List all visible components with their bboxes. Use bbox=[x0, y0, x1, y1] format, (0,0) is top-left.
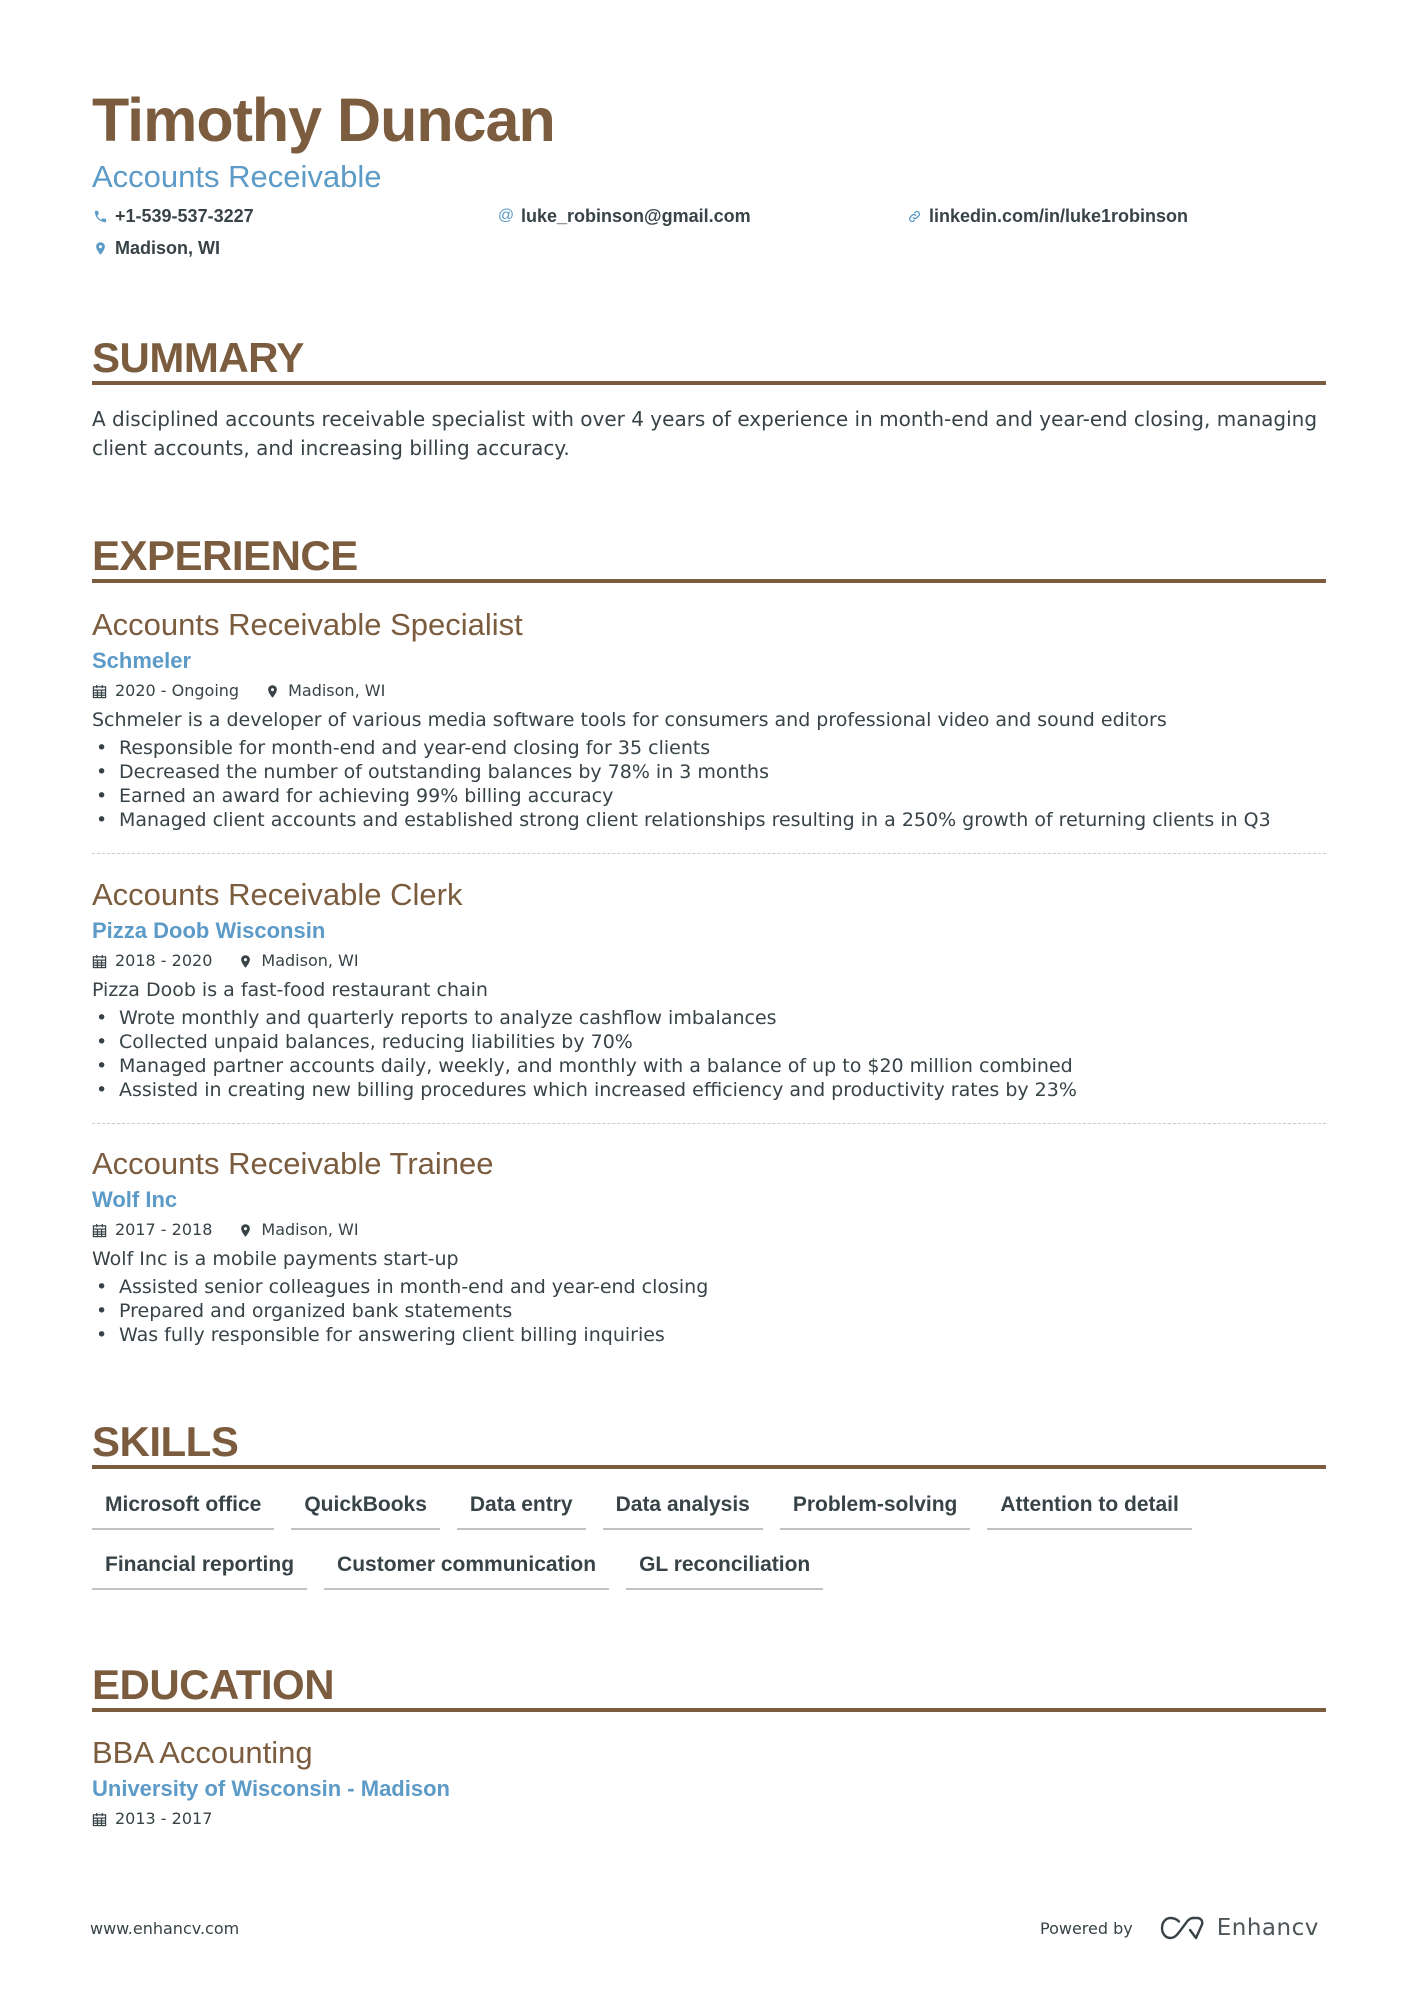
contact-location bbox=[92, 236, 220, 260]
bullet-item: • Prepared and organized bank statements bbox=[92, 1299, 1326, 1323]
location-text: Madison, WI bbox=[115, 238, 220, 258]
skills-heading: SKILLS bbox=[92, 1418, 239, 1465]
skills-list bbox=[92, 1484, 1326, 1604]
education-meta bbox=[92, 1806, 1326, 1832]
job-bullets bbox=[92, 1006, 1326, 1102]
footer-website-link[interactable]: www.enhancv.com bbox=[90, 1919, 240, 1938]
skills-row bbox=[92, 1484, 1326, 1530]
skill-tag: Financial reporting bbox=[92, 1544, 307, 1590]
bullet-item: • Decreased the number of outstanding balances by 78% in 3 months bbox=[92, 760, 1326, 784]
location-pin-icon bbox=[92, 240, 108, 256]
brand-name: Enhancv bbox=[1216, 1915, 1319, 1941]
skills-rule bbox=[92, 1465, 1326, 1469]
job-entry bbox=[92, 876, 1326, 1102]
job-location: Madison, WI bbox=[238, 948, 358, 974]
calendar-icon bbox=[92, 1223, 107, 1238]
skill-tag: Data entry bbox=[457, 1484, 586, 1530]
bullet-item: • Responsible for month-end and year-end closing for 35 clients bbox=[92, 736, 1326, 760]
at-sign-icon: @ bbox=[497, 207, 515, 224]
company-description: Schmeler is a developer of various media software tools for consumers and professional video and sound editors bbox=[92, 709, 1167, 731]
job-location: Madison, WI bbox=[238, 1217, 358, 1243]
bullet-item: • Wrote monthly and quarterly reports to analyze cashflow imbalances bbox=[92, 1006, 1326, 1030]
contact-linkedin[interactable] bbox=[906, 204, 1188, 228]
skill-tag: Customer communication bbox=[324, 1544, 609, 1590]
phone-icon bbox=[92, 208, 108, 224]
job-dates: 2020 - Ongoing bbox=[92, 678, 239, 704]
job-title: Accounts Receivable Clerk bbox=[92, 877, 463, 912]
bullet-item: • Collected unpaid balances, reducing liabilities by 70% bbox=[92, 1030, 1326, 1054]
job-meta bbox=[92, 1217, 1326, 1243]
education-rule bbox=[92, 1708, 1326, 1712]
experience-rule bbox=[92, 579, 1326, 583]
calendar-icon bbox=[92, 954, 107, 969]
company-name: Pizza Doob Wisconsin bbox=[92, 918, 326, 943]
job-entry bbox=[92, 1145, 1326, 1347]
skill-tag: Data analysis bbox=[603, 1484, 763, 1530]
job-location: Madison, WI bbox=[265, 678, 385, 704]
job-title: Accounts Receivable Specialist bbox=[92, 607, 523, 642]
bullet-item: • Managed partner accounts daily, weekly, and monthly with a balance of up to $20 million combined bbox=[92, 1054, 1326, 1078]
skills-row bbox=[92, 1544, 1326, 1590]
summary-text: A disciplined accounts receivable specialist with over 4 years of experience in month-end and year-end closing, managing client accounts, and increasing billing accuracy. bbox=[92, 407, 1318, 460]
job-entry bbox=[92, 606, 1326, 832]
skill-tag: Attention to detail bbox=[987, 1484, 1191, 1530]
link-icon bbox=[906, 208, 922, 224]
contact-email[interactable] bbox=[498, 204, 751, 228]
company-name: Wolf Inc bbox=[92, 1187, 178, 1212]
company-name: Schmeler bbox=[92, 648, 192, 673]
school-name: University of Wisconsin - Madison bbox=[92, 1776, 450, 1801]
company-description: Wolf Inc is a mobile payments start-up bbox=[92, 1248, 459, 1270]
education-entry bbox=[92, 1734, 1326, 1832]
bullet-item: • Assisted in creating new billing procedures which increased efficiency and productivity rates by 23% bbox=[92, 1078, 1326, 1102]
job-title: Accounts Receivable Trainee bbox=[92, 1146, 494, 1181]
bullet-item: • Earned an award for achieving 99% billing accuracy bbox=[92, 784, 1326, 808]
job-meta bbox=[92, 948, 1326, 974]
education-heading: EDUCATION bbox=[92, 1661, 335, 1708]
linkedin-text: linkedin.com/in/luke1robinson bbox=[929, 206, 1189, 226]
bullet-item: • Assisted senior colleagues in month-end and year-end closing bbox=[92, 1275, 1326, 1299]
footer-branding[interactable] bbox=[1040, 1910, 1319, 1946]
enhancv-logo-icon bbox=[1159, 1915, 1207, 1941]
calendar-icon bbox=[92, 1812, 107, 1827]
bullet-item: • Was fully responsible for answering client billing inquiries bbox=[92, 1323, 1326, 1347]
job-bullets bbox=[92, 736, 1326, 832]
candidate-name: Timothy Duncan bbox=[92, 86, 555, 154]
email-text: luke_robinson@gmail.com bbox=[521, 206, 751, 226]
summary-heading: SUMMARY bbox=[92, 334, 304, 381]
bullet-item: • Managed client accounts and established strong client relationships resulting in a 250% growth of returning clients in Q3 bbox=[92, 808, 1326, 832]
phone-text: +1-539-537-3227 bbox=[115, 206, 254, 226]
contact-info bbox=[92, 204, 1326, 274]
skill-tag: Microsoft office bbox=[92, 1484, 274, 1530]
summary-rule bbox=[92, 381, 1326, 385]
skill-tag: Problem-solving bbox=[780, 1484, 971, 1530]
calendar-icon bbox=[92, 684, 107, 699]
contact-phone[interactable] bbox=[92, 204, 254, 228]
skill-tag: QuickBooks bbox=[291, 1484, 440, 1530]
company-description: Pizza Doob is a fast-food restaurant chain bbox=[92, 979, 488, 1001]
candidate-title: Accounts Receivable bbox=[92, 159, 382, 194]
education-dates: 2013 - 2017 bbox=[92, 1806, 212, 1832]
experience-heading: EXPERIENCE bbox=[92, 532, 358, 579]
degree: BBA Accounting bbox=[92, 1735, 313, 1770]
job-divider bbox=[92, 853, 1326, 854]
powered-by-label: Powered by bbox=[1040, 1918, 1133, 1938]
skill-tag: GL reconciliation bbox=[626, 1544, 823, 1590]
job-divider bbox=[92, 1123, 1326, 1124]
location-pin-icon bbox=[265, 684, 280, 699]
job-meta bbox=[92, 678, 1326, 704]
job-dates: 2018 - 2020 bbox=[92, 948, 212, 974]
location-pin-icon bbox=[238, 954, 253, 969]
location-pin-icon bbox=[238, 1223, 253, 1238]
job-dates: 2017 - 2018 bbox=[92, 1217, 212, 1243]
job-bullets bbox=[92, 1275, 1326, 1347]
